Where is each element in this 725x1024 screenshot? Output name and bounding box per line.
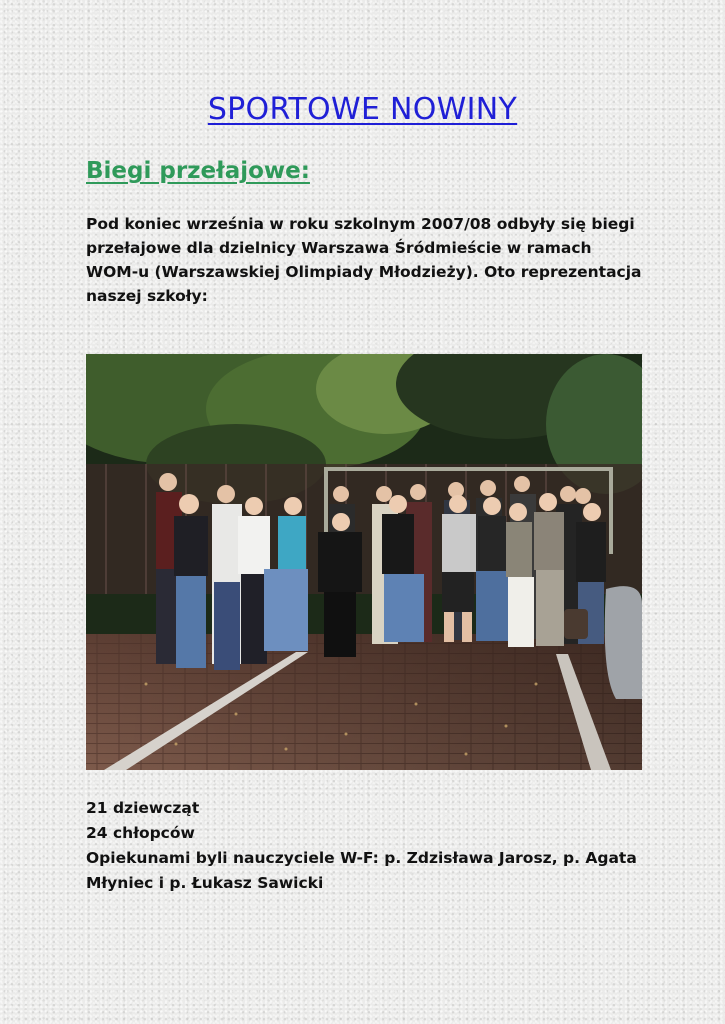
participants-info bbox=[86, 796, 646, 896]
teachers-line: Opiekunami byli nauczyciele W-F: p. Zdzisława Jarosz, p. Agata Młyniec i p. Łukasz Sawicki bbox=[86, 849, 637, 892]
girls-count-line: 21 dziewcząt bbox=[86, 799, 200, 817]
team-group-photo bbox=[86, 354, 642, 770]
boys-count-line: 24 chłopców bbox=[86, 824, 195, 842]
page-title: SPORTOWE NOWINY bbox=[207, 92, 518, 127]
intro-paragraph: Pod koniec września w roku szkolnym 2007/08 odbyły się biegi przełajowe dla dzielnicy Warszawa Śródmieście w ramach WOM-u (Warszawskiej Olimpiady Młodzieży). Oto reprezentacja naszej szkoły: bbox=[86, 215, 642, 305]
section-heading: Biegi przełajowe: bbox=[86, 158, 310, 184]
